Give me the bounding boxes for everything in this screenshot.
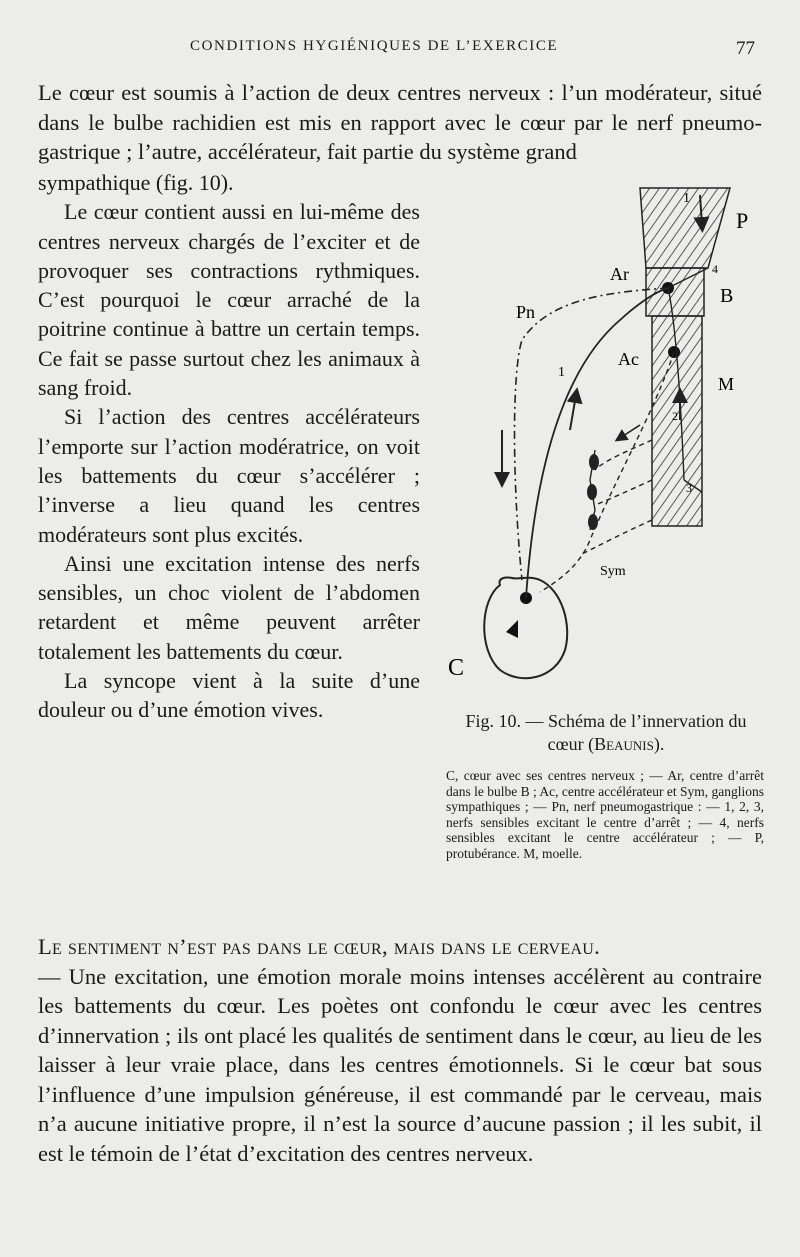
running-head [0,38,800,62]
label-4: 4 [712,262,718,276]
figure-caption [446,710,766,756]
label-1-top: 1 [683,191,690,206]
figure-caption-close: ). [653,734,665,754]
heart-ganglion-mark [506,620,518,638]
sympathetic-ganglion-1 [589,454,599,470]
paragraph-internal-centers: Le cœur contient aussi en lui-même des centres nerveux chargés de l’exciter et de provoquer ses contractions rythmiques. C’est pourquoi le cœur arraché de la poitrine continue à battre un certain temps. Ce fait se passe surtout chez les animaux à sang froid. [38,199,420,401]
section-body: — Une excitation, une émotion morale moins intenses accélèrent au contraire les battements du cœur. Les poètes ont confondu le cœur avec les centres d’innervation ; ils ont placé les qualités de sentiment dans le cœur, au lieu de les laisser à leur vraie place, dans les centres émotionnels. Si le cœur bat sous l’influence d’une impulsion généreuse, il est commandé par le cerveau, mais n’a aucune initiative propre, il n’est la source d’aucune passion ; il les subit, il est le témoin de l’état d’excitation des centres nerveux. [38,963,762,1166]
page-number: 77 [736,38,755,59]
sympathetic-nerve-c [595,480,652,505]
figure-caption-author: Beaunis [594,734,654,754]
intro-paragraph-block [38,78,762,167]
label-Ar: Ar [610,264,629,284]
paragraph-accelerators: Si l’action des centres accélérateurs l’emporte sur l’action modératrice, on voit les battements du cœur s’accélérer ; l’inverse a lieu quand les centres modérateurs sont plus excités. [38,404,420,547]
label-Pn: Pn [516,302,536,322]
sensory-nerve-1 [526,288,668,598]
paragraph-intro: Le cœur est soumis à l’action de deux centres nerveux : l’un modérateur, situé dans le bulbe rachidien est mis en rapport avec le cœur par le nerf pneumo-gastrique ; l’autre, accélérateur, fait partie du système grand [38,80,762,164]
label-Ac: Ac [618,349,639,369]
sympathetic-ganglion-2 [587,484,597,500]
label-P: P [736,208,749,233]
label-C: C [448,655,465,681]
figure-legend: C, cœur avec ses centres nerveux ; — Ar, centre d’arrêt dans le bulbe B ; Ac, centre accélérateur et Sym, ganglions sympathiques ; — Pn, nerf pneumogastrique : — 1, 2, 3, nerfs sensibles excitant le centre d’arrêt ; — 4, nerfs sensibles excitant le centre accélérateur ; — P, protubérance. M, moelle. [446,768,764,861]
upward-arrow [570,395,576,430]
section-heading: Le sentiment n’est pas dans le cœur, mais dans le cerveau. [38,934,601,959]
label-Sym: Sym [600,564,626,579]
paragraph-intro-tail: sympathique (fig. 10). [38,170,234,195]
label-3: 3 [686,481,692,495]
label-2: 2 [672,409,678,423]
label-M: M [718,374,735,394]
figure-caption-main: Fig. 10. — Schéma de l’innervation du cœur ( [465,711,747,754]
section-block [38,932,762,1168]
running-title: CONDITIONS HYGIÉNIQUES DE L’EXERCICE [190,38,559,54]
label-1-mid: 1 [558,365,565,380]
left-column [38,168,420,725]
paragraph-excitation: Ainsi une excitation intense des nerfs sensibles, un choc violent de l’abdomen retardent et même peuvent arrêter totalement les battements du cœur. [38,550,420,664]
label-B: B [720,285,734,307]
bulb-shape [646,268,704,316]
innervation-diagram [440,180,770,720]
sympathetic-ganglion-3 [588,514,598,530]
sym-arrow-1 [620,425,640,438]
paragraph-syncope: La syncope vient à la suite d’une douleur ou d’une émotion vives. [38,668,420,723]
sympathetic-nerve-b [595,440,652,470]
